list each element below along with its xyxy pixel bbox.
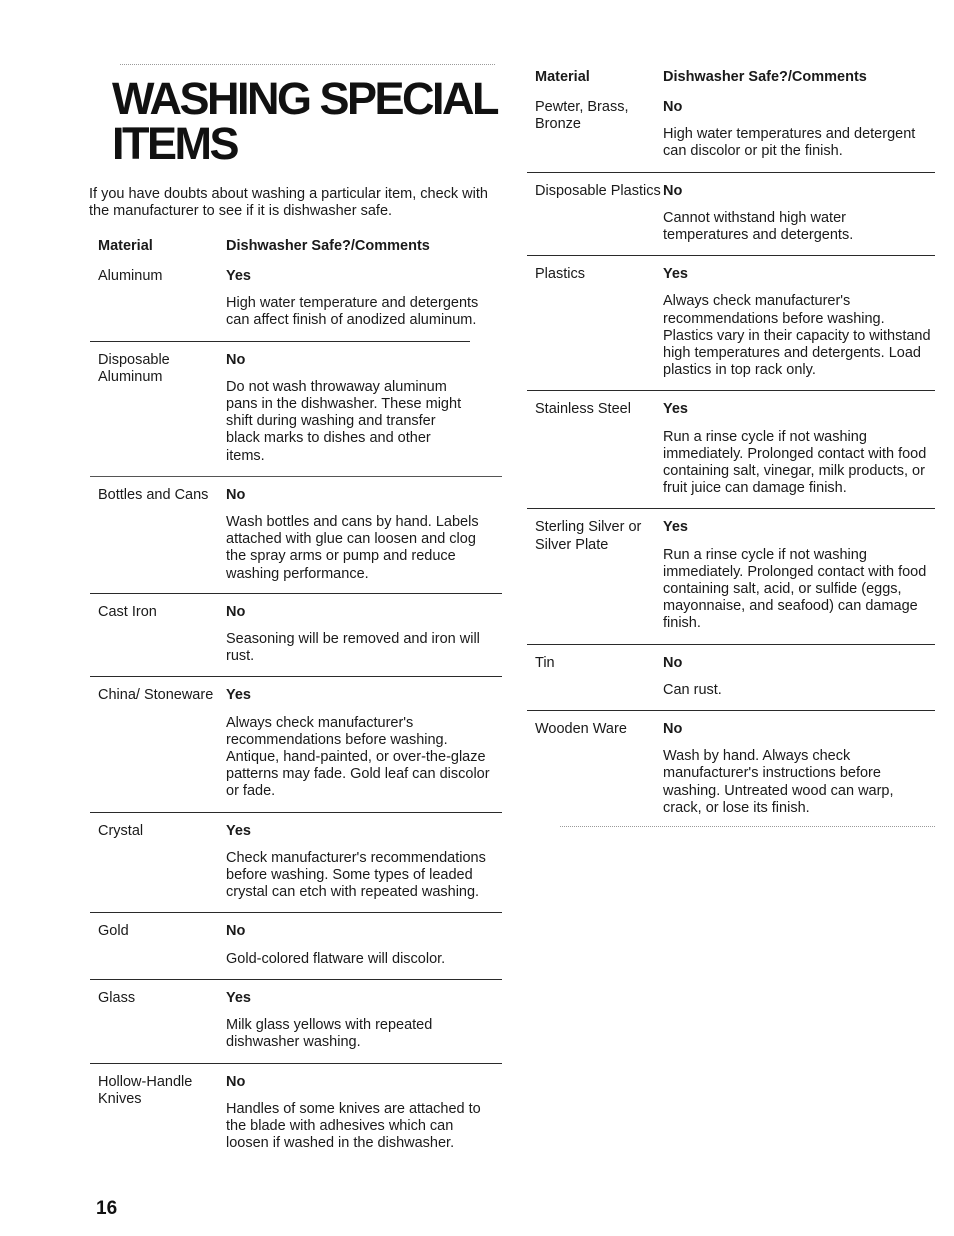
material-name: Sterling Silver or Silver Plate [535,519,642,553]
verdict: No [226,603,246,620]
table-row [90,676,502,811]
material-name: Wooden Ware [535,721,627,738]
comment: Can rust. [663,681,722,698]
right-table [527,69,935,828]
table-row [90,593,502,677]
table-row [90,1063,502,1164]
material-header: Material [98,238,153,254]
comment: Handles of some knives are attached to the blade with adhesives which can loosen if washed in the dishwasher. [226,1100,481,1152]
table-row [527,710,935,828]
material-name: Aluminum [98,268,163,284]
table-row [90,341,470,476]
table-row [90,912,502,978]
table-row [90,255,502,341]
page-title: WASHING SPECIAL ITEMS [112,73,497,169]
comment: Run a rinse cycle if not washing immediately. Prolonged contact with food containing salt, acid, or sulfide (eggs, mayonnaise, and seafood) can damage finish. [663,546,927,632]
comment: Check manufacturer's recommendations before washing. Some types of leaded crystal can etch with repeated washing. [226,849,486,901]
comment: Wash bottles and cans by hand. Labels attached with glue can loosen and clog the spray arms or pump and reduce washing performance. [226,514,479,582]
verdict: No [226,351,246,368]
table-row [90,979,502,1063]
table-row [527,644,935,710]
material-name: China/ Stoneware [98,687,214,704]
table-row [527,86,935,172]
verdict: No [663,721,683,738]
bottom-dotted-rule [560,826,935,827]
comment: Always check manufacturer's recommendations before washing. Plastics vary in their capacity to withstand high temperatures and detergents. Load plastics in top rack only. [663,293,931,379]
verdict: Yes [663,401,688,418]
comment: Gold-colored flatware will discolor. [226,950,446,967]
material-name: Cast Iron [98,603,157,620]
intro-text: If you have doubts about washing a particular item, check with the manufacturer to see if it is dishwasher safe. [89,186,488,219]
verdict: No [226,923,246,940]
material-name: Plastics [535,266,585,283]
table-header [527,69,935,86]
comment: Cannot withstand high water temperatures and detergents. [663,209,854,244]
table-row [527,172,935,256]
comment: Run a rinse cycle if not washing immediately. Prolonged contact with food containing salt, vinegar, milk products, or fruit juice can damage finish. [663,428,927,497]
material-name: Gold [98,923,129,940]
material-name: Hollow-Handle Knives [98,1073,193,1107]
top-dotted-rule [120,64,495,65]
verdict: No [663,654,683,671]
verdict: Yes [226,822,251,839]
verdict: Yes [663,519,688,536]
material-name: Glass [98,989,136,1006]
comment: High water temperature and detergents can affect finish of anodized aluminum. [226,295,479,329]
verdict: No [663,182,683,199]
table-row [527,508,935,643]
verdict: No [663,99,683,115]
comment: High water temperatures and detergent can discolor or pit the finish. [663,126,916,160]
material-name: Disposable Plastics [535,182,661,199]
material-name: Pewter, Brass, Bronze [535,99,629,133]
material-name: Bottles and Cans [98,486,209,503]
verdict: Yes [663,266,688,283]
left-table [90,238,502,1163]
material-name: Crystal [98,822,144,839]
verdict: Yes [226,268,251,284]
material-name: Tin [535,654,555,671]
table-row [90,476,502,593]
comment: Milk glass yellows with repeated dishwasher washing. [226,1017,433,1051]
material-name: Disposable Aluminum [98,351,170,385]
material-header: Material [535,69,590,85]
table-row [90,812,502,913]
table-header [90,238,502,255]
comment: Always check manufacturer's recommendations before washing. Antique, hand-painted, or over-the-glaze patterns may fade. Gold leaf can discolor or fade. [226,714,490,800]
table-row [527,390,935,508]
comments-header: Dishwasher Safe?/Comments [663,69,867,85]
comments-header: Dishwasher Safe?/Comments [226,238,430,254]
verdict: Yes [226,989,251,1006]
table-row [527,255,935,390]
verdict: No [226,1073,246,1090]
comment: Wash by hand. Always check manufacturer's instructions before washing. Untreated wood can warp, crack, or lose its finish. [663,748,894,816]
page-number: 16 [96,1198,118,1219]
verdict: No [226,486,246,503]
verdict: Yes [226,687,251,704]
material-name: Stainless Steel [535,401,631,418]
comment: Do not wash throwaway aluminum pans in the dishwasher. These might shift during washing and transfer black marks to dishes and other items. [226,378,462,464]
comment: Seasoning will be removed and iron will rust. [226,631,480,665]
